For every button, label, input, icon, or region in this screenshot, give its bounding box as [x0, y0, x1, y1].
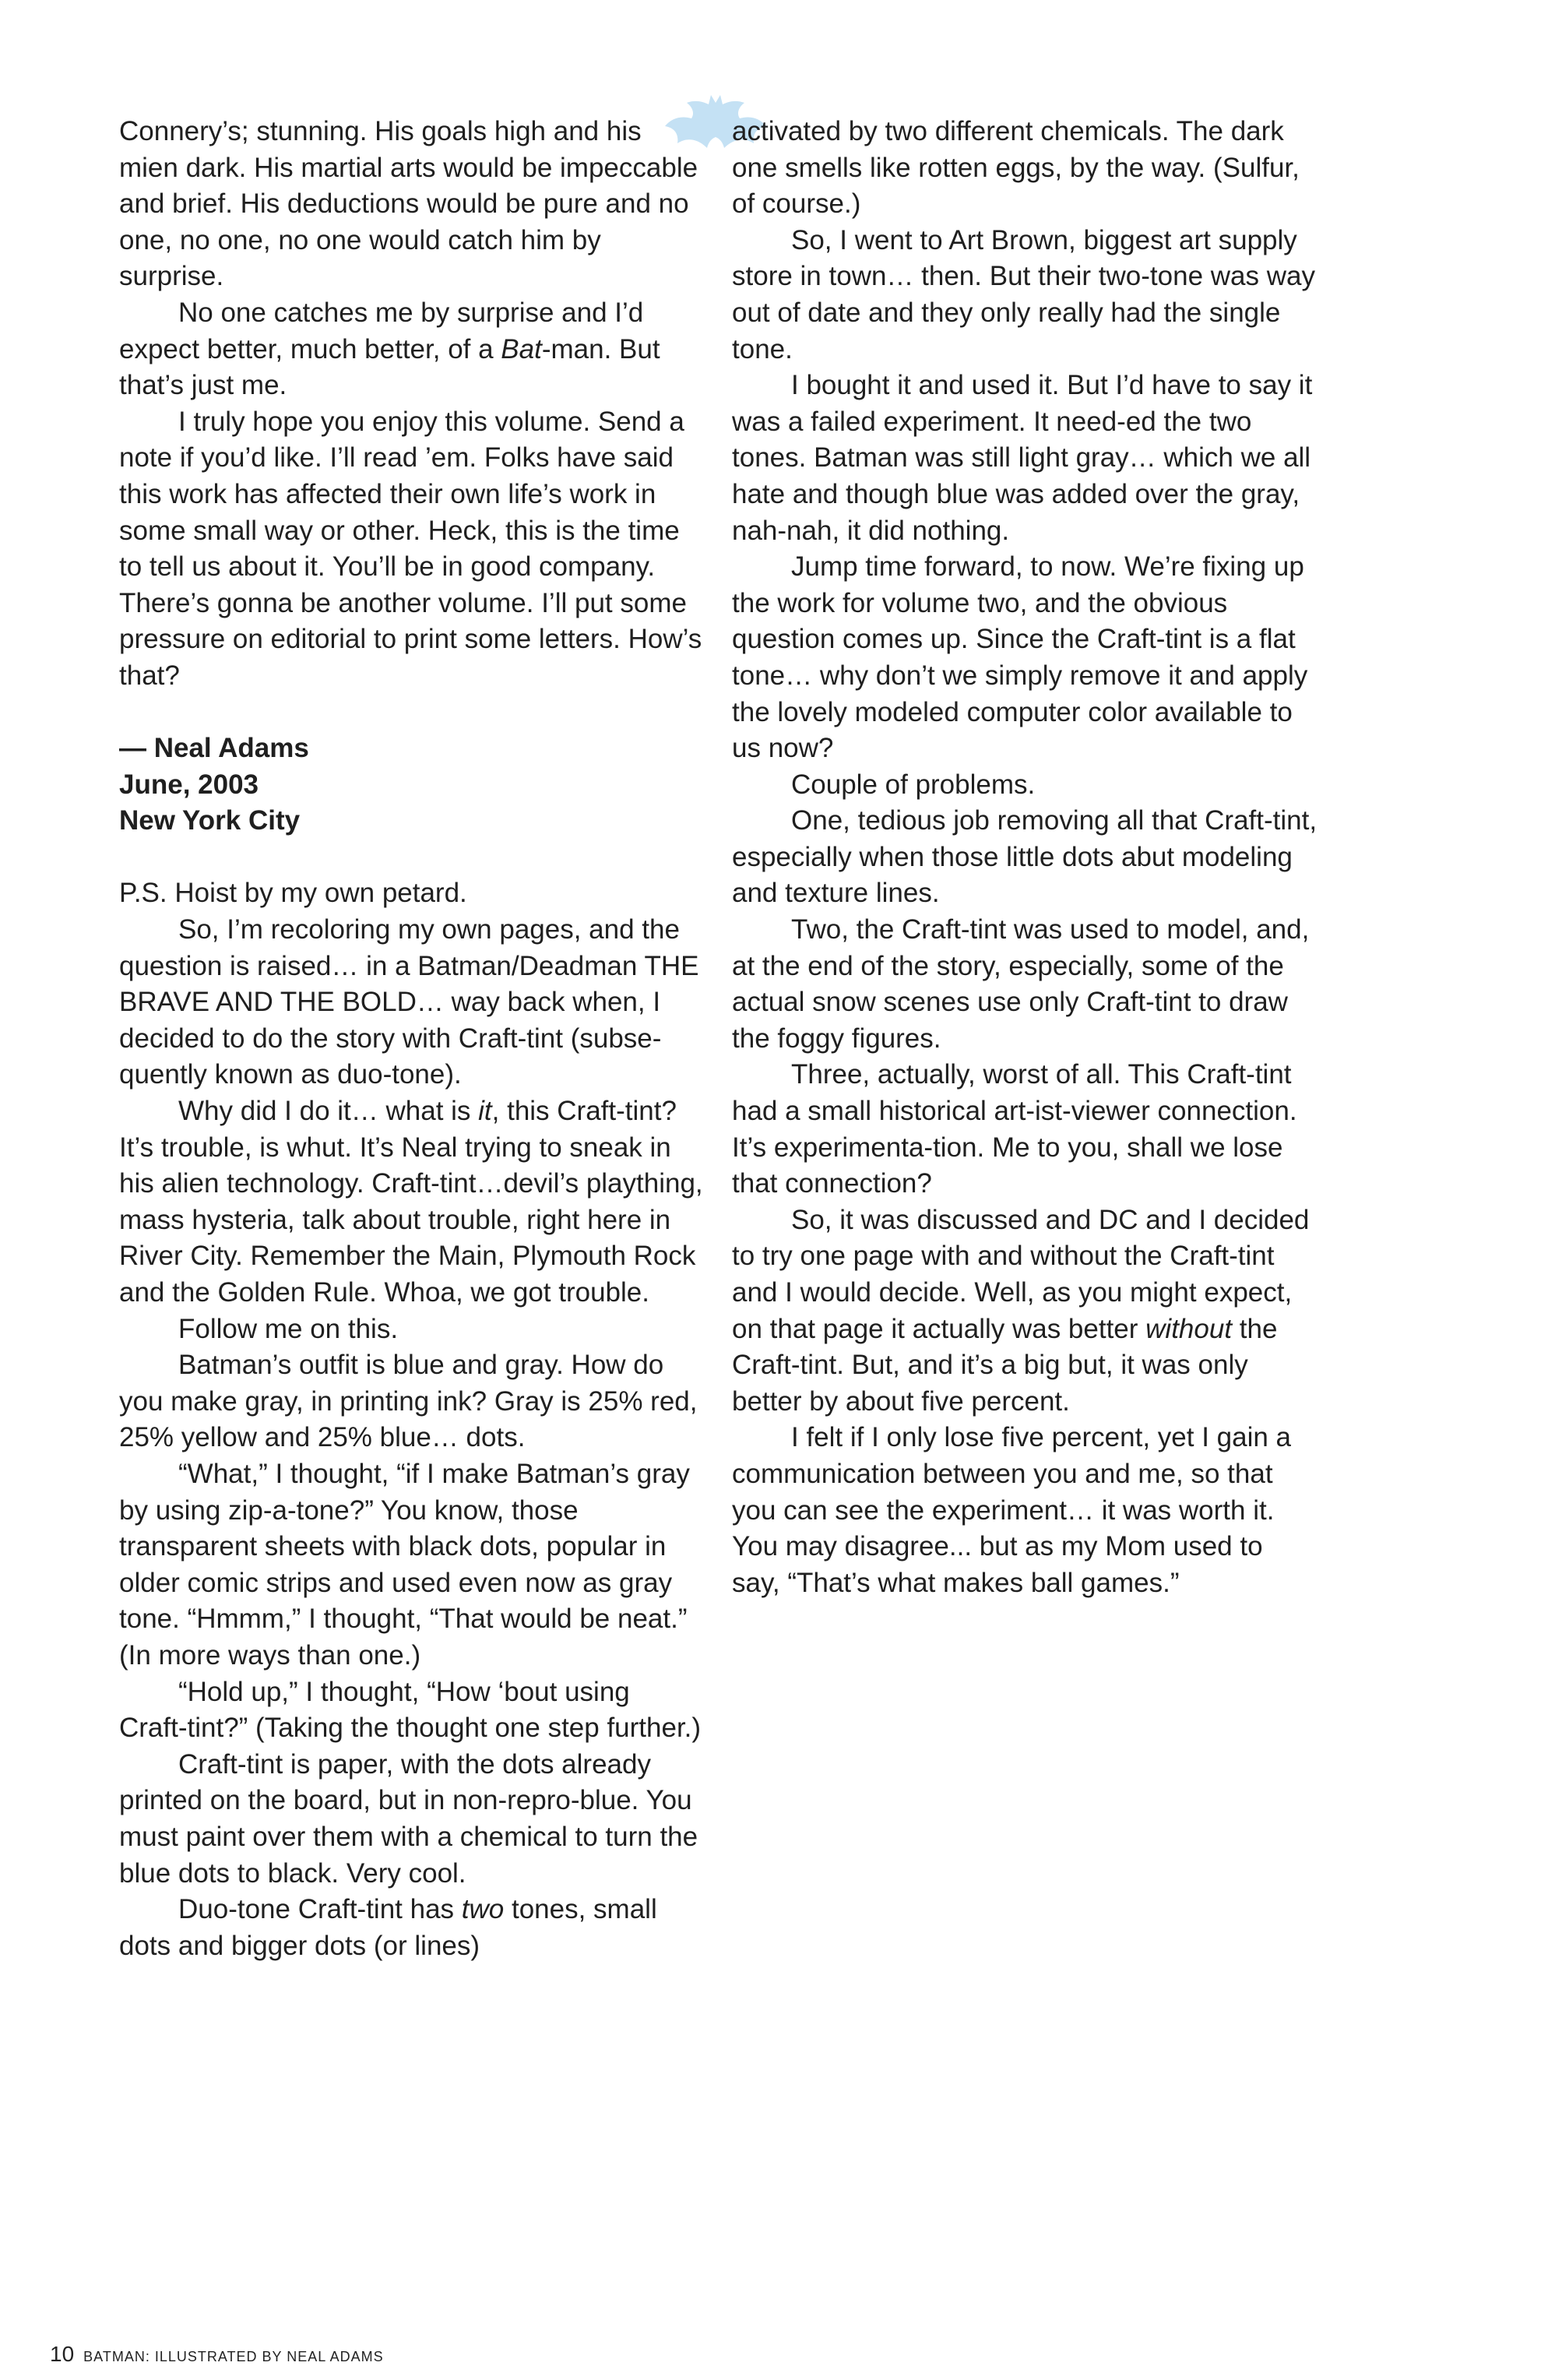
paragraph: “Hold up,” I thought, “How ‘bout using Craft-tint?” (Taking the thought one step further.)	[119, 1676, 702, 1744]
right-column	[732, 114, 1318, 1601]
page-number: 10	[50, 2342, 75, 2366]
paragraph: “What,” I thought, “if I make Batman’s gray by using zip-a-tone?” You know, those transparent sheets with black dots, popular in older comic strips and used even now as gray tone. “Hmmm,” I thought, “That would be neat.” (In more ways than one.)	[119, 1458, 690, 1671]
signature-name: — Neal Adams	[119, 733, 309, 764]
emphasis: it	[478, 1096, 492, 1127]
paragraph: Follow me on this.	[178, 1313, 399, 1344]
paragraph: No one catches me by surprise and I’d expect better, much better, of a Bat-man. But that’s just me.	[119, 297, 660, 401]
paragraph: Batman’s outfit is blue and gray. How do you make gray, in printing ink? Gray is 25% red, 25% yellow and 25% blue… dots.	[119, 1350, 698, 1453]
paragraph: I truly hope you enjoy this volume. Send a note if you’d like. I’ll read ’em. Folks have said this work has affected their own life’s work in some small way or other. Heck, this is the time to tell us about it. You’ll be in good company. There’s gonna be another volume. I’ll put some pressure on editorial to print some letters. How’s that?	[119, 406, 702, 691]
emphasis: without	[1145, 1313, 1233, 1344]
running-head: BATMAN: ILLUSTRATED BY NEAL ADAMS	[83, 2349, 384, 2364]
spacer	[119, 840, 705, 876]
emphasis: two	[461, 1894, 505, 1925]
postscript-heading: P.S. Hoist by my own petard.	[119, 878, 467, 909]
page-footer	[50, 2343, 384, 2368]
paragraph: So, it was discussed and DC and I decided to try one page with and without the Craft-tint and I would decide. Well, as you might expect, on that page it actually was better without the Craft-tint. But, and it’s a big but, it was only better by about five percent.	[732, 1204, 1310, 1417]
paragraph: Jump time forward, to now. We’re fixing up the work for volume two, and the obvious question comes up. Since the Craft-tint is a flat tone… why don’t we simply remove it and apply the lovely modeled computer color available to us now?	[732, 551, 1308, 764]
paragraph: Duo-tone Craft-tint has two tones, small dots and bigger dots (or lines)	[119, 1894, 657, 1961]
paragraph: Two, the Craft-tint was used to model, and, at the end of the story, especially, some of the actual snow scenes use only Craft-tint to draw the foggy figures.	[732, 914, 1310, 1054]
paragraph: Three, actually, worst of all. This Craft-tint had a small historical art-ist-viewer connection. It’s experimenta-tion. Me to you, shall we lose that connection?	[732, 1059, 1297, 1199]
paragraph: I bought it and used it. But I’d have to say it was a failed experiment. It need-ed the two tones. Batman was still light gray… which we all hate and though blue was added over the gray, nah-nah, it did nothing.	[732, 370, 1313, 546]
paragraph: activated by two different chemicals. The dark one smells like rotten eggs, by the way. (Sulfur, of course.)	[732, 116, 1300, 220]
signature-date: June, 2003	[119, 769, 259, 800]
signature-place: New York City	[119, 805, 301, 836]
left-column	[119, 114, 705, 1964]
spacer	[119, 695, 705, 731]
paragraph: Craft-tint is paper, with the dots already printed on the board, but in non-repro-blue. You must paint over them with a chemical to turn the blue dots to black. Very cool.	[119, 1748, 698, 1889]
paragraph: So, I went to Art Brown, biggest art supply store in town… then. But their two-tone was way out of date and they only really had the single tone.	[732, 224, 1315, 364]
emphasis: Bat	[501, 333, 542, 364]
paragraph: Why did I do it… what is it, this Craft-tint? It’s trouble, is whut. It’s Neal trying to sneak in his alien technology. Craft-tint…devil’s plaything, mass hysteria, talk about trouble, right here in River City. Remember the Main, Plymouth Rock and the Golden Rule. Whoa, we got trouble.	[119, 1096, 703, 1308]
paragraph: One, tedious job removing all that Craft-tint, especially when those little dots abut modeling and texture lines.	[732, 805, 1318, 909]
paragraph: So, I’m recoloring my own pages, and the question is raised… in a Batman/Deadman THE BRAVE AND THE BOLD… way back when, I decided to do the story with Craft-tint (subse-quently known as duo-tone).	[119, 914, 699, 1090]
paragraph: Couple of problems.	[791, 769, 1036, 800]
paragraph: Connery’s; stunning. His goals high and his mien dark. His martial arts would be impeccable and brief. His deductions would be pure and no one, no one, no one would catch him by surprise.	[119, 116, 698, 292]
paragraph: I felt if I only lose five percent, yet I gain a communication between you and me, so that you can see the experiment… it was worth it. You may disagree... but as my Mom used to say, “That’s what makes ball games.”	[732, 1422, 1291, 1598]
